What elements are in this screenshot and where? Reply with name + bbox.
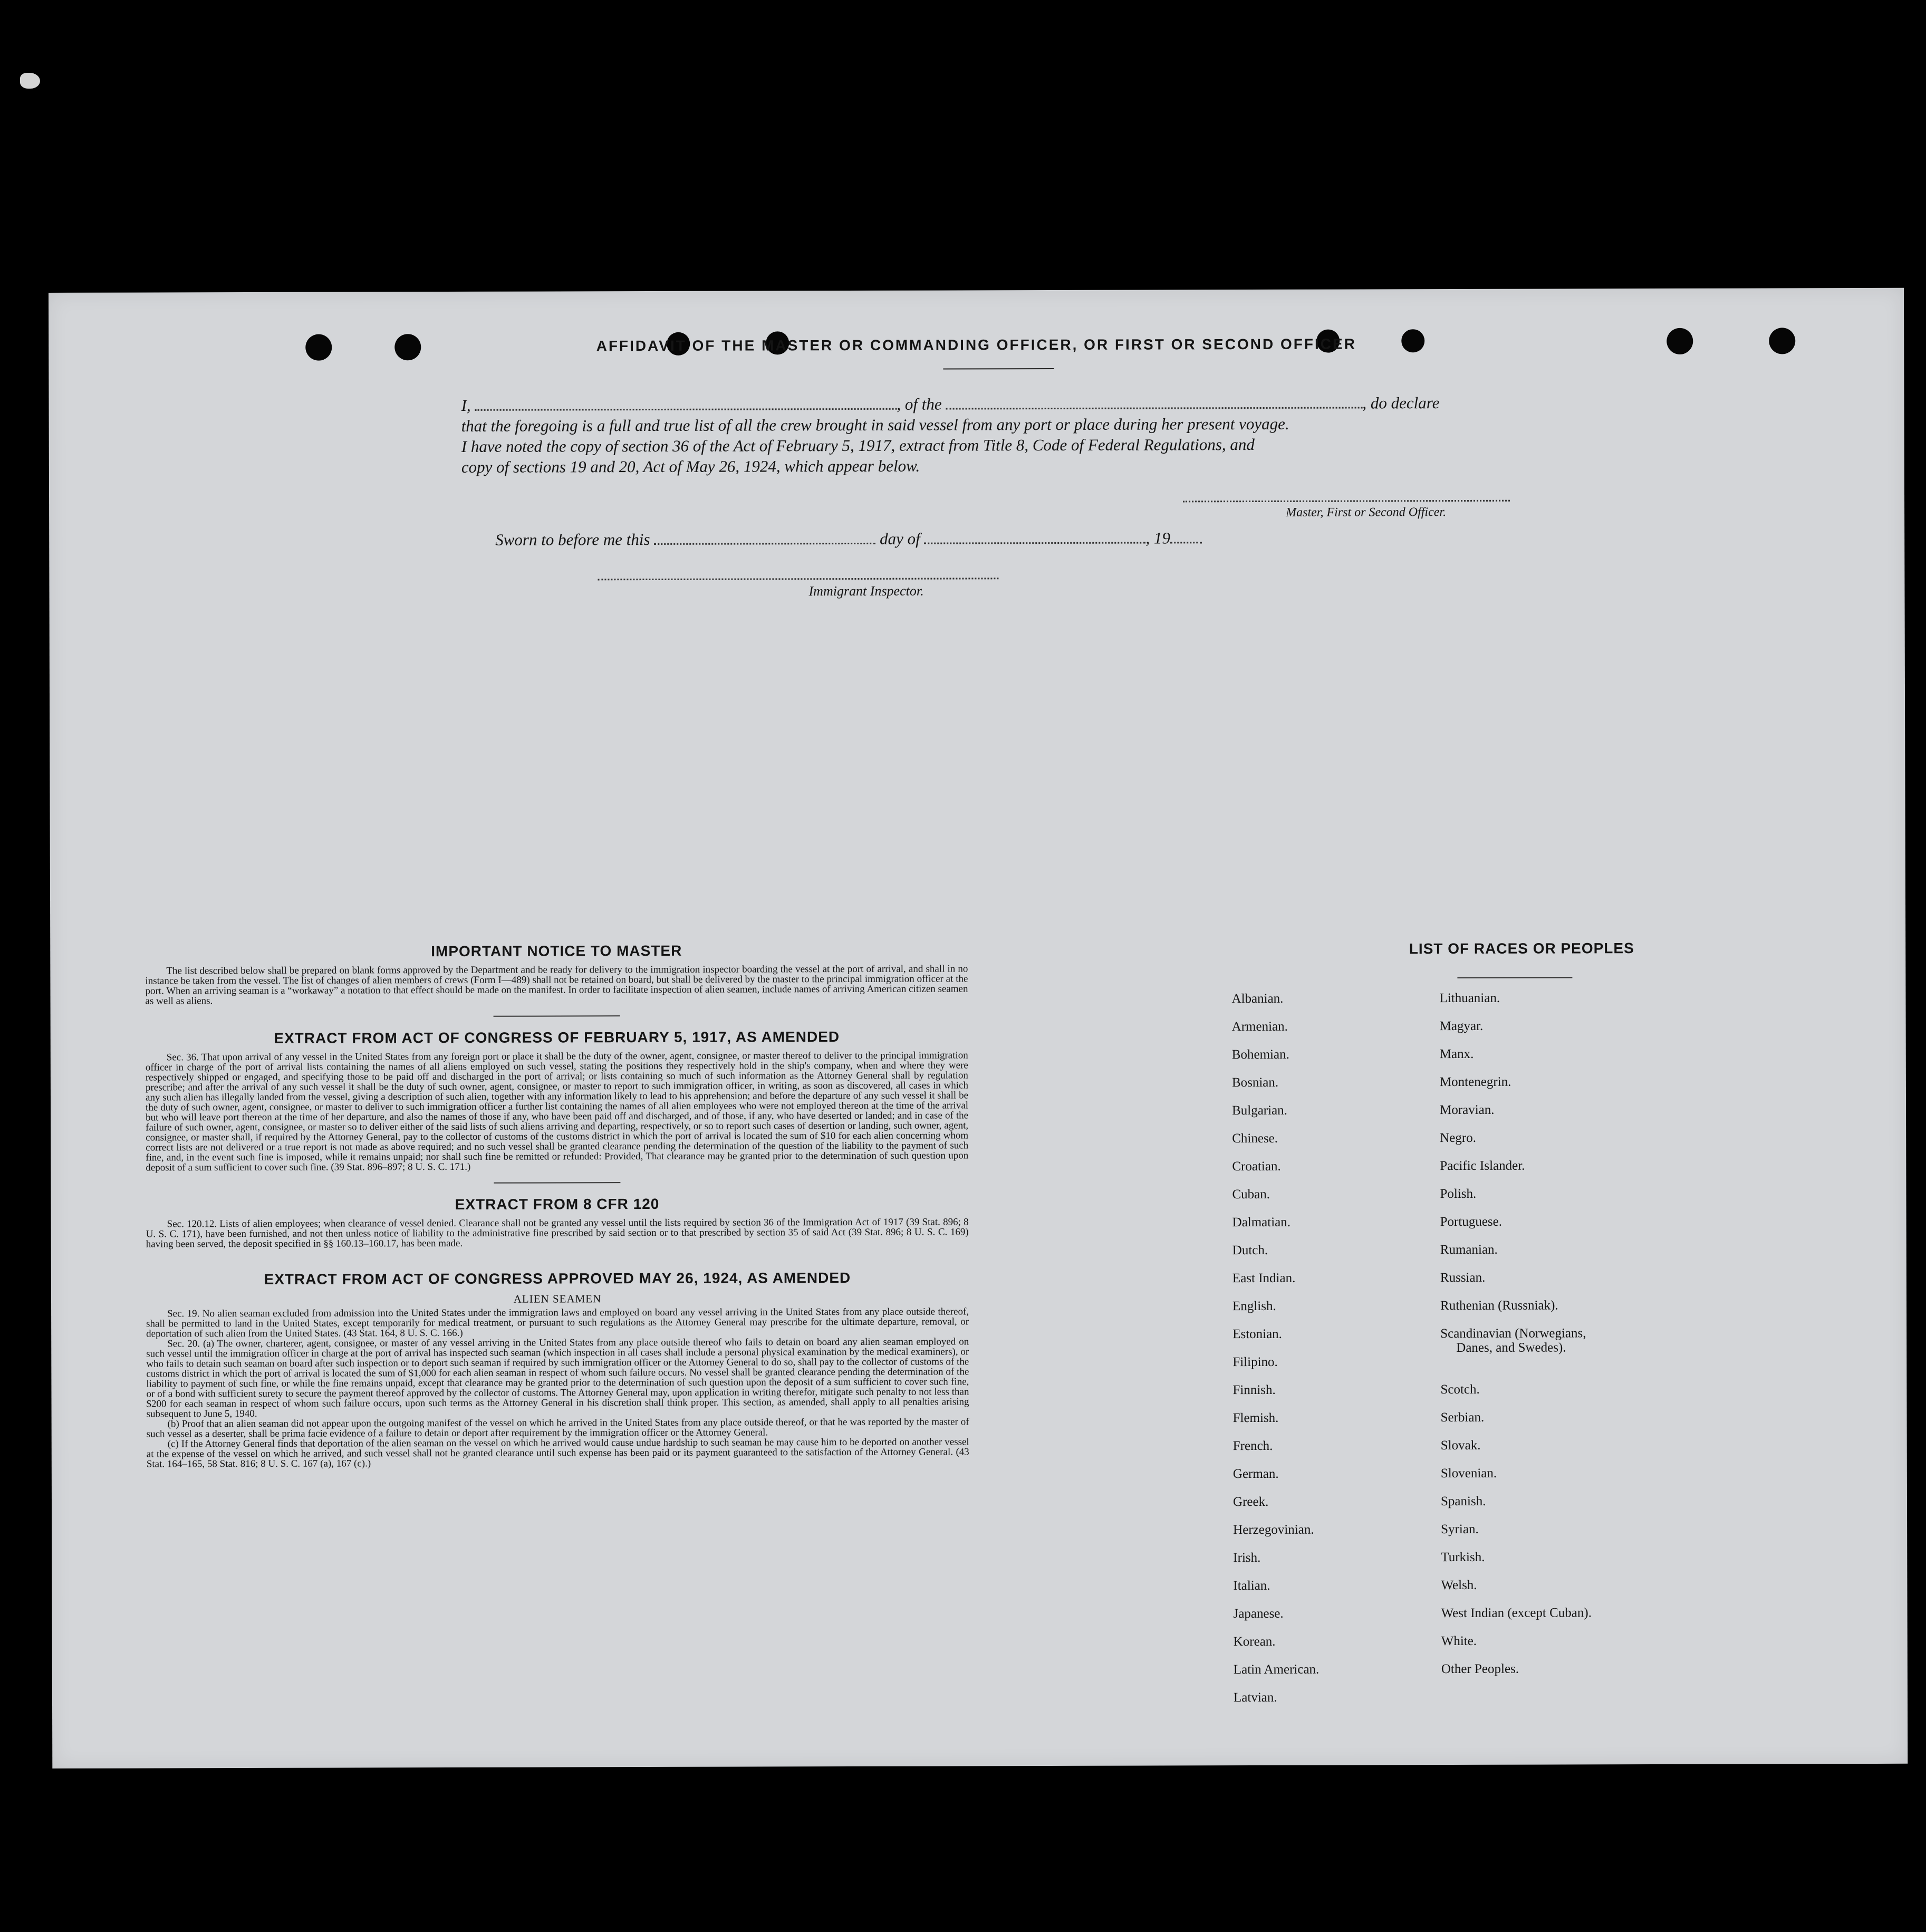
race-item: Ruthenian (Russniak). [1440, 1298, 1558, 1313]
race-item: Montenegrin. [1439, 1074, 1511, 1090]
race-item: Albanian. [1231, 991, 1284, 1006]
day-of-text: day of [880, 529, 920, 548]
affidavit-form-page [49, 288, 1908, 1768]
inspector-signature-line [598, 578, 998, 580]
word-i: I, [461, 396, 471, 415]
race-item: Cuban. [1232, 1187, 1270, 1202]
master-signature-label: Master, First or Second Officer. [1286, 505, 1447, 520]
races-column [1231, 939, 1812, 1705]
races-title: LIST OF RACES OR PEOPLES [1409, 940, 1634, 957]
race-item: Estonian. [1232, 1327, 1282, 1342]
race-item: English. [1232, 1299, 1276, 1314]
race-item: Filipino. [1232, 1354, 1278, 1370]
extract-1917-body: Sec. 36. That upon arrival of any vessel in the United States from any foreign port or place it shall be the duty of the owner, agent, consignee, or master thereof to deliver to the principal immigration officer in charge of the port of arrival lists containing the names of all aliens employed on such vessel, stating the positions they respectively hold in the ship's company, when and where they were respectively shipped or engaged, and specifying those to be paid off and discharged in the port of arrival; or lists containing so much of such information as the Attorney General shall by regulation prescribe; and after the arrival of any such vessel it shall be the duty of such owner, agent, consignee, or master to report to such immigration officer, in writing, as soon as discovered, all cases in which any such alien has illegally landed from the vessel, giving a description of such alien, together with any information likely to lead to his apprehension; and before the departure of any such vessel it shall be the duty of such owner, agent, consignee, or master to deliver to such immigration officer a further list containing the names of all alien employees who were not employed thereon at the time of the arrival but who will leave port thereon at the time of her departure, and also the names of those if any, who have been paid off and discharged, and of those, if any, who have deserted or landed; and in case of the failure of such owner, agent, consignee, or master so to deliver either of the said lists of such aliens arriving and departing, respectively, or so to report such cases of desertion or landing, such owner, agent, consignee, or master shall, if required by the Attorney General, pay to the collector of customs of the customs district in which the port of arrival is located the sum of $10 for each alien concerning whom correct lists are not delivered or a true report is not made as above required; and no such vessel shall be granted clearance pending the determination of the question of the liability to the payment of such fine, and, in the event such fine is imposed, while it remains unpaid; nor shall such fine be remitted or refunded: Provided, That clearance may be granted prior to the determination of such question upon deposit of a sum sufficient to cover such fine. (39 Stat. 896–897; 8 U. S. C. 171.) [145, 1050, 969, 1174]
race-item: Russian. [1440, 1270, 1486, 1285]
race-item: Chinese. [1232, 1131, 1278, 1146]
title-rule [943, 368, 1054, 370]
film-speck [20, 73, 40, 89]
affidavit-line-4: copy of sections 19 and 20, Act of May 26, 1924, which appear below. [461, 456, 920, 476]
race-item: Finnish. [1232, 1382, 1276, 1398]
sworn-year-blank [1170, 527, 1202, 543]
extract-cfr-title: EXTRACT FROM 8 CFR 120 [455, 1195, 660, 1213]
race-item: Korean. [1233, 1634, 1276, 1649]
race-item: West Indian (except Cuban). [1441, 1606, 1592, 1621]
affidavit-line-2: that the foregoing is a full and true list of all the crew brought in said vessel from any port or place during her present voyage. [461, 414, 1289, 435]
race-item: Irish. [1233, 1550, 1261, 1565]
race-item: Dalmatian. [1232, 1215, 1291, 1230]
race-item: Slovak. [1440, 1438, 1481, 1453]
race-item: Bohemian. [1231, 1047, 1289, 1062]
extract-1924-subtitle: ALIEN SEAMEN [513, 1292, 602, 1305]
master-signature-line [1183, 500, 1510, 503]
section-divider [494, 1015, 620, 1017]
affidavit-title: AFFIDAVIT OF THE MASTER OR COMMANDING OFFICER, OR FIRST OR SECOND OFFICER [596, 335, 1356, 354]
race-item: Lithuanian. [1439, 991, 1500, 1006]
race-item: Latvian. [1233, 1690, 1277, 1705]
race-item: Japanese. [1233, 1606, 1284, 1621]
inspector-signature-label: Immigrant Inspector. [808, 583, 924, 599]
race-item: Other Peoples. [1441, 1661, 1519, 1677]
race-item: Latin American. [1233, 1662, 1320, 1677]
name-blank [475, 393, 897, 411]
race-item: Dutch. [1232, 1243, 1268, 1258]
word-do-declare: , do declare [1362, 393, 1440, 412]
notices-column [145, 941, 969, 1469]
race-item: Turkish. [1441, 1550, 1485, 1565]
sworn-month-blank [924, 527, 1145, 544]
races-rule [1457, 977, 1572, 978]
race-item: Scotch. [1440, 1382, 1480, 1397]
sworn-day-blank [654, 528, 875, 545]
race-item: Negro. [1440, 1130, 1476, 1146]
race-item: Rumanian. [1440, 1242, 1498, 1257]
race-item: Portuguese. [1440, 1214, 1503, 1229]
extract-1924-sec20c: (c) If the Attorney General finds that deportation of the alien seaman on the vessel on which he arrived would cause undue hardship to such seaman he may cause him to be deported on another vessel at the expense of the vessel on which he arrived, and such vessel shall not be granted clearance until such expense has been paid or its payment guaranteed to the satisfaction of the Attorney General. (43 Stat. 164–165, 58 Stat. 816; 8 U. S. C. 167 (a), 167 (c).) [146, 1436, 969, 1470]
race-item: Welsh. [1441, 1578, 1477, 1593]
race-item: Danes, and Swedes). [1456, 1340, 1566, 1356]
vessel-blank [946, 392, 1362, 409]
affidavit-line-3: I have noted the copy of section 36 of the Act of February 5, 1917, extract from Title 8, Code of Federal Regulations, and [461, 435, 1255, 456]
extract-cfr-body: Sec. 120.12. Lists of alien employees; when clearance of vessel denied. Clearance shall not be granted any vessel until the lists required by section 36 of the Immigration Act of 1917 (39 Stat. 896; 8 U. S. C. 171), have been furnished, and not then unless notice of liability to the administrative fine prescribed by said section or to that prescribed by section 35 of said Act (39 Stat. 896; 8 U. S. C. 169) having been served, the deposit specified in §§ 160.13–160.17, has been made. [146, 1216, 969, 1250]
race-item: Greek. [1232, 1494, 1269, 1510]
race-item: Manx. [1439, 1046, 1474, 1062]
notice-body: The list described below shall be prepared on blank forms approved by the Department and be ready for delivery to the immigration inspector boarding the vessel at the port of arrival, and shall in no instance be taken from the vessel. The list of changes of alien members of crews (Form I—489) shall not be retained on board, but shall be delivered by the master to the principal immigration officer at the port. When an arriving seaman is a “workaway” a notation to that effect should be made on the manifest. In order to facilitate inspection of alien seamen, include names of arriving American citizen seamen as well as aliens. [145, 963, 968, 1007]
race-item: Croatian. [1232, 1159, 1281, 1174]
race-item: Slovenian. [1440, 1466, 1497, 1481]
race-item: French. [1232, 1438, 1273, 1454]
race-item: Armenian. [1231, 1019, 1288, 1034]
section-divider [494, 1182, 620, 1184]
race-item: Moravian. [1440, 1102, 1495, 1118]
race-item: White. [1441, 1633, 1477, 1649]
race-item: Serbian. [1440, 1410, 1485, 1425]
extract-1924-sec19: Sec. 19. No alien seaman excluded from admission into the United States under the immigration laws and employed on board any vessel arriving in the United States from any place outside thereof, shall be permitted to land in the United States, except temporarily for medical treatment, or pursuant to such regulations as the Attorney General may prescribe for the ultimate departure, removal, or deportation of such alien from the United States. (43 Stat. 164, 8 U. S. C. 166.) [146, 1306, 969, 1340]
race-item: Flemish. [1232, 1410, 1279, 1426]
race-item: Pacific Islander. [1440, 1158, 1525, 1174]
race-item: East Indian. [1232, 1271, 1296, 1286]
sworn-text: Sworn to before me this [495, 530, 650, 549]
race-item: Scandinavian (Norwegians, [1440, 1326, 1586, 1341]
race-item: Italian. [1233, 1578, 1270, 1593]
extract-1924-title: EXTRACT FROM ACT OF CONGRESS APPROVED MAY 26, 1924, AS AMENDED [264, 1270, 851, 1287]
race-item: Bulgarian. [1232, 1103, 1287, 1118]
word-of-the: , of the [897, 395, 942, 414]
race-item: Bosnian. [1231, 1075, 1279, 1090]
extract-1924-sec20a: Sec. 20. (a) The owner, charterer, agent, consignee, or master of any vessel arriving in the United States from any place outside thereof who fails to detain on board any alien seaman employed on such vessel until the immigration officer in charge at the port of arrival has inspected such seaman (which inspection in all cases shall include a personal physical examination by the medical examiners), or who fails to detain such seaman on board after such inspection or to deport such seaman if required by such immigration officer or the Attorney General to do so, shall pay to the collector of customs of the customs district in which the port of arrival is located the sum of $1,000 for each alien seaman in respect of whom such failure occurs. No vessel shall be granted clearance pending the determination of the liability to payment of such fine, or while the fine remains unpaid, except that clearance may be granted prior to the determination of such question upon the deposit of a sum sufficient to cover such fine, or of a bond with sufficient surety to secure the payment thereof approved by the collector of customs. The Attorney General may, upon application in writing therefor, mitigate such penalty to not less than $200 for each seaman in respect of whom such failure occurs, upon such terms as the Attorney General in his discretion shall think proper. This section, as amended, shall apply to all penalties arising subsequent to June 5, 1940. [146, 1336, 969, 1420]
race-item: Syrian. [1441, 1522, 1479, 1537]
race-item: German. [1232, 1466, 1279, 1482]
race-item: Herzegovinian. [1233, 1522, 1314, 1537]
extract-1924-sec20b: (b) Proof that an alien seaman did not appear upon the outgoing manifest of the vessel on which he arrived in the United States from any place outside thereof, or that he was reported by the master of such vessel as a deserter, shall be prima facie evidence of a failure to detain or deport after requirement by the immigration officer or the Attorney General. [146, 1416, 969, 1440]
affidavit-statement [461, 391, 1573, 477]
sworn-line [495, 527, 1202, 550]
race-item: Magyar. [1439, 1018, 1484, 1034]
year-prefix: , 19 [1145, 528, 1170, 547]
extract-1917-title: EXTRACT FROM ACT OF CONGRESS OF FEBRUARY 5, 1917, AS AMENDED [274, 1029, 840, 1046]
declarant-line [461, 391, 1573, 416]
notice-title: IMPORTANT NOTICE TO MASTER [431, 942, 682, 960]
race-item: Spanish. [1440, 1494, 1486, 1509]
race-item: Polish. [1440, 1186, 1477, 1202]
